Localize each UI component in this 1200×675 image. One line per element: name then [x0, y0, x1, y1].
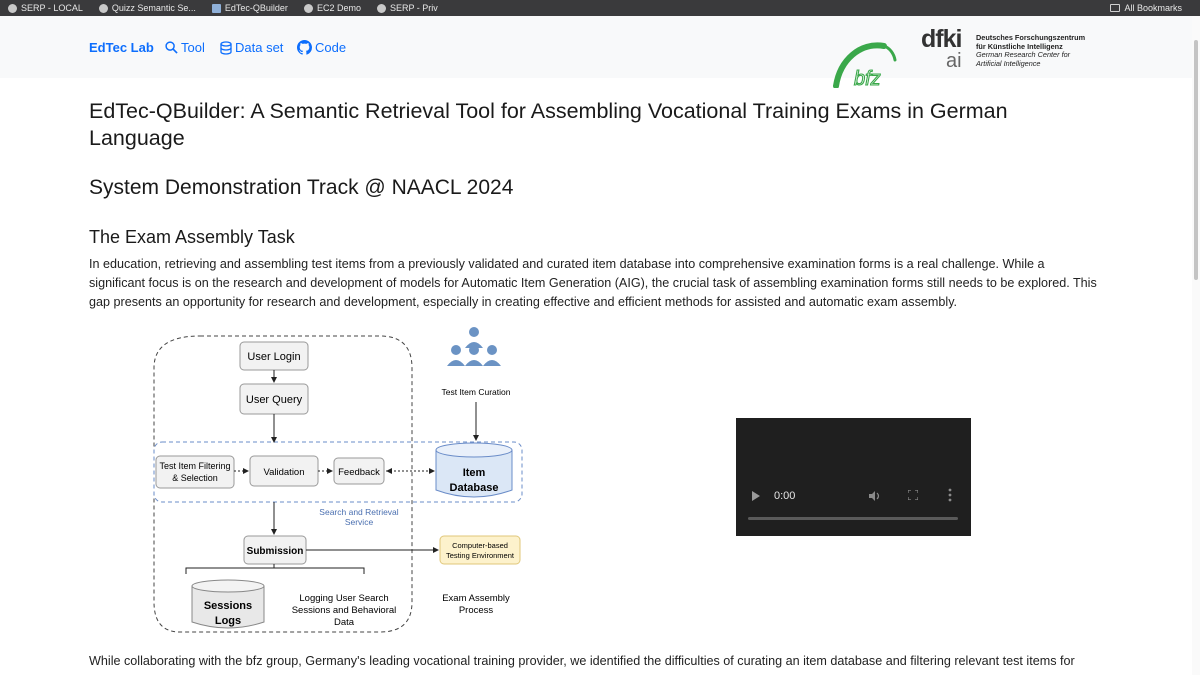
- nav-code-link[interactable]: [297, 40, 346, 55]
- exam-line-1: Exam Assembly: [442, 593, 510, 604]
- nav-tool-label: Tool: [181, 40, 205, 55]
- intro-paragraph: In education, retrieving and assembling test items from a previously validated and curated item database into comprehensive examination forms is a real challenge. While a significant focus is on the research and development of models for Automatic Item Generation (AIG), the crucial task of assembling examination forms still needs to be explored. This gap presents an opportunity for research and development, especially in creating effective and efficient methods for assisted and automatic exam assembly.: [89, 257, 1097, 309]
- exam-line-2: Process: [458, 605, 494, 616]
- bfz-text: bfz: [854, 68, 881, 88]
- video-time: 0:00: [774, 490, 796, 502]
- page-subtitle: System Demonstration Track @ NAACL 2024: [89, 176, 514, 199]
- user-login-box: User Login: [247, 351, 301, 363]
- bookmark-label: SERP - Priv: [389, 3, 438, 13]
- search-label-1: Search and Retrieval: [319, 507, 399, 517]
- fullscreen-icon[interactable]: [908, 490, 918, 500]
- play-icon[interactable]: [752, 491, 760, 501]
- brand-link[interactable]: EdTec Lab: [89, 40, 154, 55]
- filtering-line-1: Test Item Filtering: [159, 461, 231, 471]
- video-player[interactable]: [736, 418, 971, 536]
- item-db-line-1: Item: [462, 467, 486, 479]
- scrollbar-thumb[interactable]: [1194, 40, 1198, 280]
- bookmarks-bar: [0, 0, 1200, 16]
- app-icon: [212, 4, 221, 13]
- github-icon: [297, 40, 312, 55]
- logging-line-2: Sessions and Behavioral: [291, 605, 397, 616]
- all-bookmarks-label: All Bookmarks: [1124, 3, 1182, 13]
- bookmark-quizz[interactable]: [91, 0, 204, 16]
- dfki-logo-ai: ai: [946, 50, 962, 72]
- dfki-logo-text: [976, 34, 1085, 68]
- bookmark-label: Quizz Semantic Se...: [111, 3, 196, 13]
- curation-label: Test Item Curation: [441, 387, 511, 397]
- user-query-box: User Query: [245, 394, 303, 406]
- logging-line-3: Data: [333, 617, 355, 628]
- bookmark-serp-priv[interactable]: [369, 0, 446, 16]
- validation-box: Validation: [263, 467, 305, 478]
- bookmark-label: EdTec-QBuilder: [224, 3, 288, 13]
- nav-tool-link[interactable]: [165, 40, 205, 55]
- nav-code-label: Code: [315, 40, 347, 55]
- filtering-line-2: & Selection: [172, 473, 218, 483]
- folder-icon: [1110, 4, 1120, 12]
- dfki-logo-word: dfki: [921, 25, 962, 53]
- page-title: EdTec-QBuilder: A Semantic Retrieval Tool for Assembling Vocational Training Exams in German Language: [89, 99, 1008, 150]
- bfz-logo: [832, 40, 898, 88]
- search-label-2: Service: [344, 517, 374, 527]
- dfki-line-3: German Research Center for: [976, 50, 1071, 59]
- video-progress-bar[interactable]: [748, 517, 958, 520]
- submission-box: Submission: [246, 546, 304, 557]
- bookmark-edtec[interactable]: [204, 0, 296, 16]
- sessions-line-1: Sessions: [203, 600, 253, 612]
- globe-icon: [304, 4, 313, 13]
- cbt-line-2: Testing Environment: [446, 551, 514, 560]
- page-scrollbar[interactable]: [1192, 16, 1200, 675]
- globe-icon: [8, 4, 17, 13]
- volume-icon[interactable]: [869, 491, 881, 501]
- bookmark-label: EC2 Demo: [316, 3, 361, 13]
- cbt-line-1: Computer-based: [452, 541, 508, 550]
- bookmark-ec2[interactable]: [296, 0, 369, 16]
- item-db-line-2: Database: [449, 482, 499, 494]
- section-heading: The Exam Assembly Task: [89, 227, 295, 247]
- nav-dataset-label: Data set: [235, 40, 284, 55]
- dfki-line-4: Artificial Intelligence: [976, 58, 1041, 68]
- bookmark-serp-local[interactable]: [0, 0, 91, 16]
- people-icon: [447, 327, 501, 366]
- feedback-box: Feedback: [338, 467, 380, 478]
- globe-icon: [377, 4, 386, 13]
- exam-assembly-diagram: [140, 320, 540, 640]
- bookmark-label: SERP - LOCAL: [21, 3, 83, 13]
- dfki-line-1: Deutsches Forschungszentrum: [976, 33, 1086, 42]
- all-bookmarks-button[interactable]: [1102, 0, 1190, 16]
- more-options-icon[interactable]: [948, 488, 952, 502]
- dfki-line-2: für Künstliche Intelligenz: [976, 41, 1063, 51]
- sessions-line-2: Logs: [214, 615, 242, 627]
- database-icon: [220, 41, 232, 55]
- globe-icon: [99, 4, 108, 13]
- nav-dataset-link[interactable]: [220, 40, 283, 55]
- logging-line-1: Logging User Search: [299, 593, 389, 604]
- search-icon: [165, 41, 178, 54]
- bottom-paragraph: While collaborating with the bfz group, Germany's leading vocational training provider, we identified the difficulties of curating an item database and filtering relevant test items for: [89, 654, 1075, 668]
